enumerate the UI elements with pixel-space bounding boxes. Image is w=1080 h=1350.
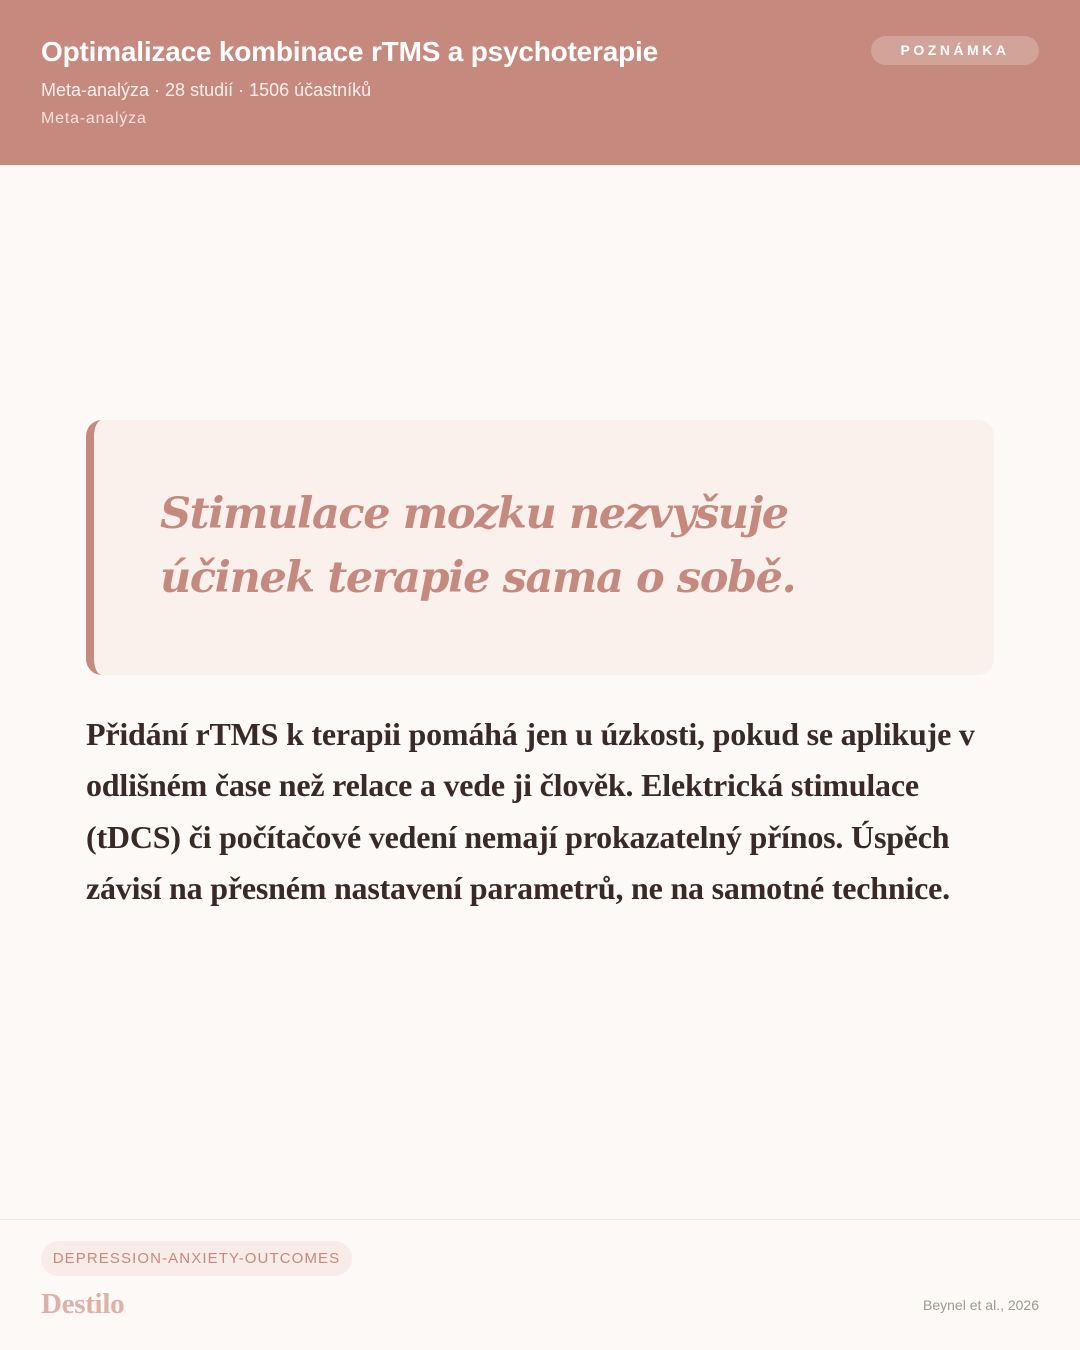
category-label: Meta-analýza <box>41 110 147 127</box>
topic-tag[interactable]: DEPRESSION-ANXIETY-OUTCOMES <box>41 1241 352 1276</box>
page-title: Optimalizace kombinace rTMS a psychoterapie <box>41 36 658 67</box>
citation: Beynel et al., 2026 <box>923 1297 1039 1313</box>
body-text: Přidání rTMS k terapii pomáhá jen u úzkosti, pokud se aplikuje v odlišném čase než relace a vede ji člověk. Elektrická stimulace (tDCS) či počítačové vedení nemají prokazatelný přínos. Úspěch závisí na přesném nastavení parametrů, ne na samotné technice. <box>86 716 975 906</box>
note-badge: POZNÁMKA <box>871 36 1039 65</box>
header-banner <box>0 0 1080 165</box>
study-summary: Meta-analýza · 28 studií · 1506 účastníků <box>41 80 372 100</box>
footer-divider <box>0 1219 1080 1220</box>
quote-card <box>86 420 994 675</box>
quote-text: Stimulace mozku nezvyšuje účinek terapie sama o sobě. <box>160 489 796 603</box>
brand-logo: Destilo <box>41 1288 125 1320</box>
